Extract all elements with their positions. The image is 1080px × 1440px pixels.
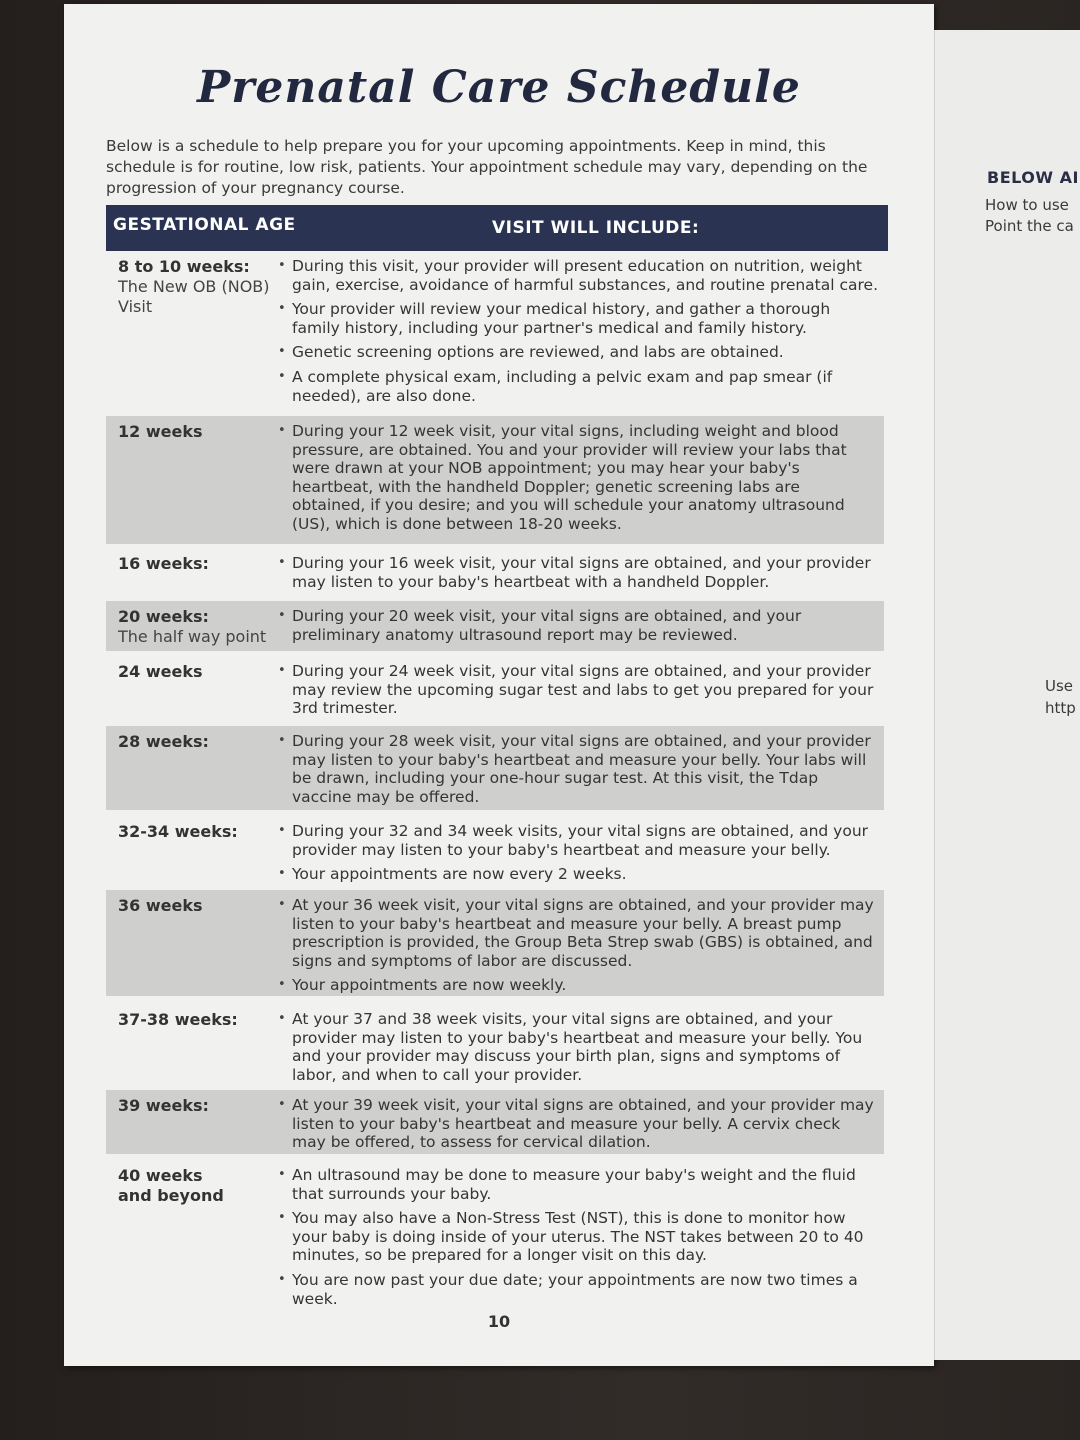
age-label: 39 weeks: <box>118 1096 209 1115</box>
facing-page-heading: BELOW AI <box>987 168 1079 187</box>
table-row <box>106 416 884 544</box>
header-visit-will-include: VISIT WILL INCLUDE: <box>492 218 700 238</box>
list-item: • You may also have a Non-Stress Test (NST), this is done to monitor how your baby is doing inside of your uterus. The NST takes between 20 to 40 minutes, so be prepared for a longer visit on this day. <box>278 1209 878 1265</box>
facing-page-text: Use <box>1045 677 1074 695</box>
list-item: • During your 16 week visit, your vital signs are obtained, and your provider may listen to your baby's heartbeat with a handheld Doppler. <box>278 554 878 591</box>
facing-page <box>934 30 1080 1360</box>
list-item: • During your 12 week visit, your vital signs, including weight and blood pressure, are obtained. You and your provider will review your labs that were drawn at your NOB appointment; you may hear your baby's heartbeat, with the handheld Doppler; genetic screening labs are obtained, if you desire; and you will schedule your anatomy ultrasound (US), which is done between 18-20 weeks. <box>278 422 878 534</box>
visit-items-list <box>278 1096 878 1158</box>
list-item: • Your appointments are now every 2 weeks. <box>278 865 878 884</box>
gestational-age-cell <box>118 662 278 682</box>
age-sublabel: The New OB (NOB) Visit <box>118 277 270 316</box>
visit-items-list <box>278 1010 878 1090</box>
table-row <box>106 890 884 996</box>
visit-items-list <box>278 257 878 411</box>
gestational-age-cell <box>118 1166 238 1206</box>
list-item: • At your 36 week visit, your vital signs are obtained, and your provider may listen to your baby's heartbeat and measure your belly. A breast pump prescription is provided, the Group Beta Strep swab (GBS) is obtained, and signs and symptoms of labor are discussed. <box>278 896 878 970</box>
table-row <box>106 1160 884 1310</box>
list-item: • During your 28 week visit, your vital signs are obtained, and your provider may listen to your baby's heartbeat and measure your belly. Your labs will be drawn, including your one-hour sugar test. At this visit, the Tdap vaccine may be offered. <box>278 732 878 806</box>
table-row <box>106 726 884 810</box>
visit-items-list <box>278 1166 878 1314</box>
age-label: 36 weeks <box>118 896 203 915</box>
facing-page-text: Point the ca <box>985 217 1074 235</box>
list-item: • A complete physical exam, including a pelvic exam and pap smear (if needed), are also done. <box>278 368 878 405</box>
age-label: 12 weeks <box>118 422 203 441</box>
header-gestational-age: GESTATIONAL AGE <box>113 215 296 235</box>
gestational-age-cell <box>118 822 278 842</box>
gestational-age-cell <box>118 896 278 916</box>
table-row <box>106 1004 884 1086</box>
table-row <box>106 1090 884 1154</box>
list-item: • During your 20 week visit, your vital signs are obtained, and your preliminary anatomy ultrasound report may be reviewed. <box>278 607 878 644</box>
gestational-age-cell <box>118 732 278 752</box>
intro-paragraph: Below is a schedule to help prepare you for your upcoming appointments. Keep in mind, this schedule is for routine, low risk, patients. Your appointment schedule may vary, depending on the progression of your pregnancy course. <box>106 137 868 197</box>
table-row <box>106 548 884 596</box>
visit-items-list <box>278 896 878 1001</box>
gestational-age-cell <box>118 257 278 317</box>
page-title: Prenatal Care Schedule <box>197 62 801 113</box>
visit-items-list <box>278 554 878 597</box>
visit-items-list <box>278 662 878 724</box>
facing-page-text: How to use <box>985 196 1069 214</box>
visit-items-list <box>278 422 878 540</box>
list-item: • During this visit, your provider will present education on nutrition, weight gain, exercise, avoidance of harmful substances, and routine prenatal care. <box>278 257 878 294</box>
list-item: • Your appointments are now weekly. <box>278 976 878 995</box>
visit-items-list <box>278 607 878 650</box>
gestational-age-cell <box>118 554 278 574</box>
list-item: • During your 24 week visit, your vital signs are obtained, and your provider may review the upcoming sugar test and labs to get you prepared for your 3rd trimester. <box>278 662 878 718</box>
age-sublabel: The half way point <box>118 627 267 646</box>
age-label: 37-38 weeks: <box>118 1010 238 1029</box>
list-item: • At your 37 and 38 week visits, your vital signs are obtained, and your provider may listen to your baby's heartbeat and measure your belly. You and your provider may discuss your birth plan, signs and symptoms of labor, and when to call your provider. <box>278 1010 878 1084</box>
gestational-age-cell <box>118 1010 278 1030</box>
age-label: 32-34 weeks: <box>118 822 238 841</box>
table-row <box>106 601 884 651</box>
booklet-page <box>64 4 934 1366</box>
schedule-table-header <box>106 205 888 251</box>
table-row <box>106 816 884 886</box>
table-row <box>106 251 884 409</box>
age-label: 24 weeks <box>118 662 203 681</box>
list-item: • At your 39 week visit, your vital signs are obtained, and your provider may listen to your baby's heartbeat and measure your belly. A cervix check may be offered, to assess for cervical dilation. <box>278 1096 878 1152</box>
gestational-age-cell <box>118 1096 278 1116</box>
list-item: • You are now past your due date; your appointments are now two times a week. <box>278 1271 878 1308</box>
list-item: • During your 32 and 34 week visits, your vital signs are obtained, and your provider may listen to your baby's heartbeat and measure your belly. <box>278 822 878 859</box>
age-label: 20 weeks: <box>118 607 209 626</box>
list-item: • Genetic screening options are reviewed, and labs are obtained. <box>278 343 878 362</box>
visit-items-list <box>278 732 878 812</box>
list-item: • An ultrasound may be done to measure your baby's weight and the fluid that surrounds your baby. <box>278 1166 878 1203</box>
gestational-age-cell <box>118 422 278 442</box>
age-label: 28 weeks: <box>118 732 209 751</box>
facing-page-text: http <box>1045 699 1076 717</box>
age-label: 16 weeks: <box>118 554 209 573</box>
table-row <box>106 656 884 722</box>
page-number: 10 <box>487 1312 511 1331</box>
list-item: • Your provider will review your medical history, and gather a thorough family history, including your partner's medical and family history. <box>278 300 878 337</box>
age-label: 40 weeks and beyond <box>118 1166 224 1205</box>
gestational-age-cell <box>118 607 278 647</box>
visit-items-list <box>278 822 878 890</box>
age-label: 8 to 10 weeks: <box>118 257 250 276</box>
